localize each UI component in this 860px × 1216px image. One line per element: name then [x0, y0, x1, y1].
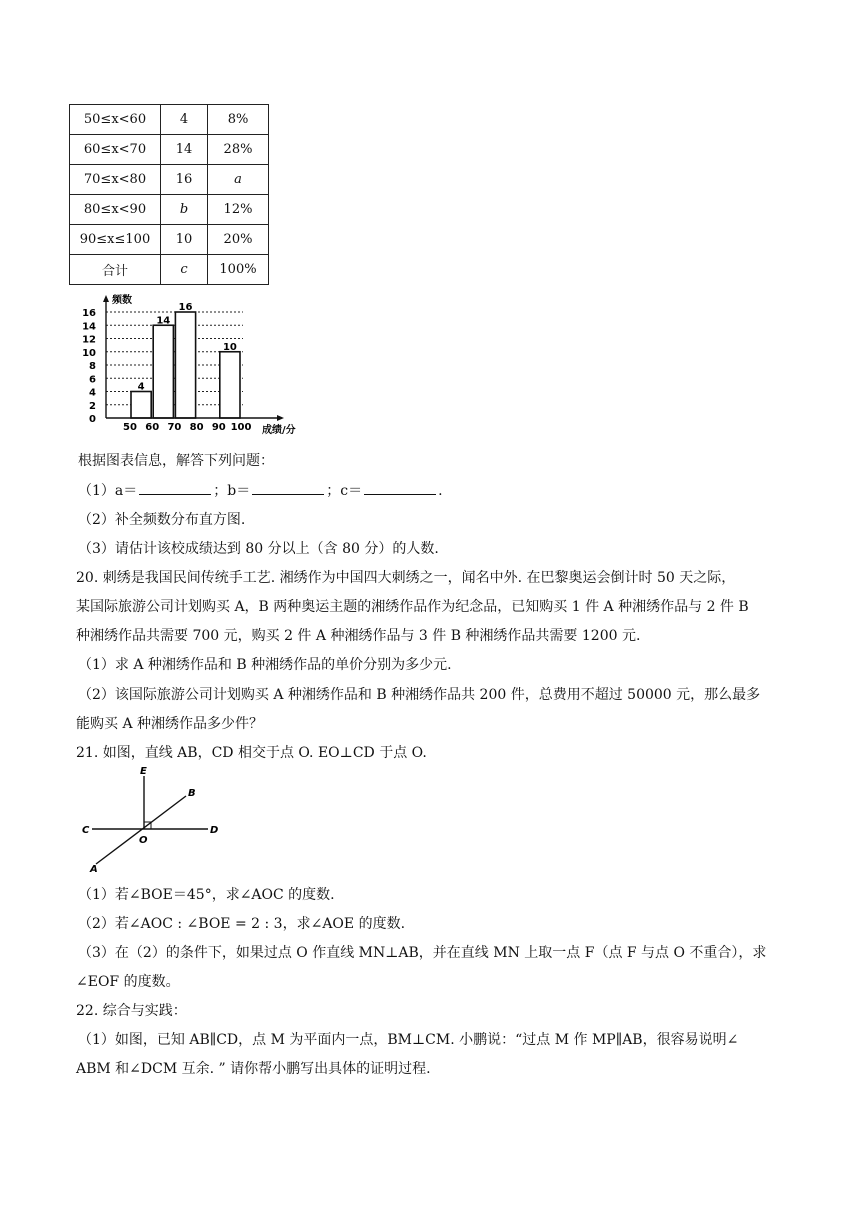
- histogram-x-axis-label: 成绩/分: [262, 425, 296, 436]
- table-cell: 16: [161, 165, 208, 195]
- q20-part2-line2: 能购买 A 种湘绣作品多少件？: [76, 716, 264, 732]
- frequency-histogram: [66, 292, 316, 438]
- table-cell: 12%: [208, 195, 269, 225]
- table-cell: 8%: [208, 105, 269, 135]
- histogram-x-ticks: [123, 422, 251, 433]
- table-cell: 合计: [70, 255, 161, 285]
- histogram-y-ticks: [82, 308, 96, 425]
- histogram-y-axis-label: 频数: [112, 295, 132, 306]
- table-row: [70, 105, 269, 135]
- answer-blank-a[interactable]: [139, 482, 211, 495]
- table-cell: 10: [161, 225, 208, 255]
- q21-part2: （2）若∠AOC : ∠BOE = 2 : 3，求∠AOE 的度数.: [78, 916, 406, 932]
- table-cell: 20%: [208, 225, 269, 255]
- q19-part2: （2）补全频数分布直方图.: [78, 512, 246, 528]
- q20-line1: 20. 刺绣是我国民间传统手工艺. 湘绣作为中国四大刺绣之一，闻名中外. 在巴黎奥运会倒计时 50 天之际，: [76, 570, 736, 586]
- line-ab: [96, 796, 186, 864]
- q20-part1: （1）求 A 种湘绣作品和 B 种湘绣作品的单价分别为多少元.: [78, 657, 452, 673]
- label-b: B: [188, 788, 196, 799]
- x-tick-label: 90: [211, 422, 226, 433]
- q20-line3: 种湘绣作品共需要 700 元，购买 2 件 A 种湘绣作品与 3 件 B 种湘绣作品共需要 1200 元.: [76, 628, 641, 644]
- q21-figure: [76, 766, 232, 874]
- histogram-bar: [153, 325, 173, 418]
- table-cell: 80≤x<90: [70, 195, 161, 225]
- x-tick-label: 50: [123, 422, 137, 433]
- x-tick-label: 60: [145, 422, 160, 433]
- table-row: [70, 165, 269, 195]
- table-cell: 100%: [208, 255, 269, 285]
- q21-part3-line1: （3）在（2）的条件下，如果过点 O 作直线 MN⊥AB，并在直线 MN 上取一点 F（点 F 与点 O 不重合），求: [78, 945, 767, 961]
- y-tick-label: 6: [89, 374, 96, 386]
- table-cell: b: [161, 195, 208, 225]
- q22-part1-line2: ABM 和∠DCM 互余. ” 请你帮小鹏写出具体的证明过程.: [76, 1061, 431, 1077]
- x-tick-label: 100: [230, 422, 252, 433]
- q21-stem: 21. 如图，直线 AB，CD 相交于点 O. EO⊥CD 于点 O.: [76, 745, 427, 761]
- table-cell: 70≤x<80: [70, 165, 161, 195]
- table-cell: 14: [161, 135, 208, 165]
- table-row: [70, 195, 269, 225]
- y-tick-label: 14: [82, 321, 96, 333]
- bar-data-label: 4: [137, 381, 145, 393]
- table-cell: 90≤x≤100: [70, 225, 161, 255]
- answer-blank-c[interactable]: [364, 482, 436, 495]
- q20-line2: 某国际旅游公司计划购买 A，B 两种奥运主题的湘绣作品作为纪念品，已知购买 1 件 A 种湘绣作品与 2 件 B: [76, 599, 749, 615]
- q21-part3-line2: ∠EOF 的度数。: [76, 974, 180, 990]
- q22-title: 22. 综合与实践：: [76, 1003, 187, 1019]
- q21-part1: （1）若∠BOE＝45°，求∠AOC 的度数.: [78, 887, 335, 903]
- table-cell: 4: [161, 105, 208, 135]
- table-row: [70, 255, 269, 285]
- bar-data-label: 16: [178, 302, 193, 313]
- q19-part1: （1）a＝ ；b＝ ；c＝ .: [78, 483, 443, 499]
- table-cell: c: [161, 255, 208, 285]
- y-tick-label: 2: [89, 400, 96, 412]
- label-d: D: [210, 825, 219, 836]
- y-tick-label: 16: [82, 308, 96, 319]
- q19-intro: 根据图表信息，解答下列问题：: [78, 453, 274, 469]
- histogram-bar: [131, 392, 151, 419]
- q19-part3: （3）请估计该校成绩达到 80 分以上（含 80 分）的人数.: [78, 541, 439, 557]
- x-tick-label: 80: [189, 422, 204, 433]
- histogram-bar: [220, 352, 240, 418]
- y-tick-label: 10: [82, 347, 96, 359]
- bar-data-label: 10: [222, 341, 237, 353]
- label-e: E: [140, 766, 147, 777]
- table-cell: 28%: [208, 135, 269, 165]
- bar-data-label: 14: [156, 315, 171, 327]
- table-cell: a: [208, 165, 269, 195]
- x-tick-label: 70: [167, 422, 182, 433]
- y-tick-label: 8: [89, 361, 96, 372]
- y-tick-label: 4: [89, 387, 96, 399]
- y-tick-label: 0: [89, 414, 96, 425]
- histogram-bar: [175, 312, 195, 418]
- table-row: [70, 225, 269, 255]
- label-a: A: [90, 864, 98, 874]
- label-o: O: [139, 835, 148, 846]
- table-cell: 60≤x<70: [70, 135, 161, 165]
- y-tick-label: 12: [82, 334, 96, 346]
- answer-blank-b[interactable]: [252, 482, 324, 495]
- table-cell: 50≤x<60: [70, 105, 161, 135]
- frequency-table: [69, 104, 269, 285]
- label-c: C: [82, 825, 90, 836]
- q20-part2-line1: （2）该国际旅游公司计划购买 A 种湘绣作品和 B 种湘绣作品共 200 件，总费用不超过 50000 元，那么最多: [78, 687, 761, 703]
- q22-part1-line1: （1）如图，已知 AB∥CD，点 M 为平面内一点，BM⊥CM. 小鹏说：“过点 M 作 MP∥AB，很容易说明∠: [78, 1032, 739, 1048]
- table-row: [70, 135, 269, 165]
